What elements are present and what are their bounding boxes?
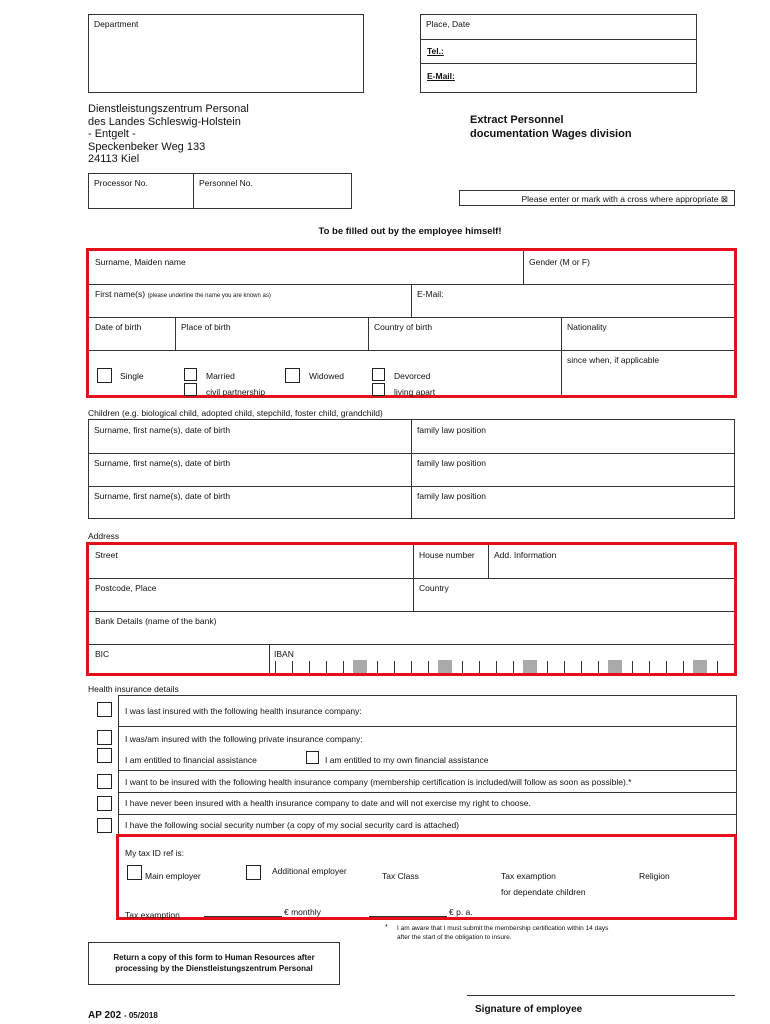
bank-label: Bank Details (name of the bank) (95, 616, 217, 626)
form-title-line: Extract Personnel (470, 114, 564, 126)
private-insured-label: I was/am insured with the following private insurance company: (125, 734, 363, 744)
first-names-label (95, 289, 271, 299)
return-note-box (88, 942, 340, 985)
address-line: des Landes Schleswig-Holstein (88, 115, 241, 128)
iban-tick (462, 661, 463, 673)
street-label: Street (95, 550, 118, 560)
personnel-no-label: Personnel No. (199, 178, 253, 188)
email-label: E-Mail: (417, 289, 444, 299)
iban-tick (564, 661, 565, 673)
never-insured-label: I have never been insured with a health insurance company to date and will not exercise my right to choose. (125, 798, 531, 808)
children-table (88, 419, 735, 519)
never-insured-checkbox[interactable] (97, 796, 112, 811)
own-assistance-label: I am entitled to my own financial assistance (325, 755, 489, 765)
living-apart-label: living apart (394, 387, 436, 397)
iban-input[interactable] (275, 658, 731, 673)
form-code (88, 1010, 158, 1021)
main-employer-checkbox[interactable] (127, 865, 142, 880)
processor-no-label: Processor No. (94, 178, 148, 188)
iban-separator (693, 660, 707, 673)
surname-label: Surname, Maiden name (95, 257, 186, 267)
iban-tick (632, 661, 633, 673)
personal-section (86, 248, 737, 398)
iban-tick (394, 661, 395, 673)
iban-separator (608, 660, 622, 673)
want-insured-checkbox[interactable] (97, 774, 112, 789)
child-position-label: family law position (417, 425, 486, 435)
bic-label: BIC (95, 649, 110, 659)
dob-label: Date of birth (95, 322, 142, 332)
iban-tick (666, 661, 667, 673)
tax-exemption-label: Tax examption (501, 871, 556, 881)
tax-id-label: My tax ID ref is: (125, 848, 185, 858)
footnote-line: after the start of the obligation to insure. (397, 934, 512, 941)
monthly-label: € monthly (284, 907, 321, 917)
for-children-label: for dependate children (501, 887, 586, 897)
iban-tick (479, 661, 480, 673)
form-title (470, 113, 632, 141)
last-insured-label: I was last insured with the following health insurance company: (125, 706, 362, 716)
iban-tick (428, 661, 429, 673)
children-heading: Children (e.g. biological child, adopted child, stepchild, foster child, grandchild) (88, 408, 383, 418)
place-date-box[interactable] (420, 14, 697, 93)
child-name-label: Surname, first name(s), date of birth (94, 425, 231, 435)
iban-separator (523, 660, 537, 673)
health-heading: Health insurance details (88, 684, 179, 694)
form-title-line: documentation Wages division (470, 128, 632, 140)
additional-employer-label: Additional employer (272, 866, 347, 876)
widowed-checkbox[interactable] (285, 368, 300, 383)
return-note-line: processing by the Dienstleistungszentrum Personal (115, 964, 313, 973)
footnote-text (397, 924, 608, 942)
tax-section (116, 834, 737, 920)
iban-tick (598, 661, 599, 673)
house-number-label: House number (419, 550, 475, 560)
monthly-amount-field[interactable] (204, 916, 282, 917)
iban-tick (496, 661, 497, 673)
iban-tick (292, 661, 293, 673)
iban-tick (717, 661, 718, 673)
email-label-header: E-Mail: (427, 71, 455, 81)
address-line: 24113 Kiel (88, 153, 140, 165)
iban-tick (411, 661, 412, 673)
add-info-label: Add. Information (494, 550, 557, 560)
iban-tick (649, 661, 650, 673)
civil-partnership-label: civil partnership (206, 387, 266, 397)
entitled-label: I am entitled to financial assistance (125, 755, 257, 765)
private-insured-checkbox[interactable] (97, 730, 112, 745)
entitled-checkbox[interactable] (97, 748, 112, 763)
child-name-label: Surname, first name(s), date of birth (94, 458, 231, 468)
first-names-text: First name(s) (95, 289, 146, 299)
iban-tick (547, 661, 548, 673)
annual-amount-field[interactable] (369, 916, 447, 917)
address-heading: Address (88, 531, 120, 541)
footnote-line: I am aware that I must submit the membership certification within 14 days (397, 925, 609, 932)
place-date-label: Place, Date (426, 19, 470, 29)
iban-label: IBAN (274, 649, 294, 659)
iban-tick (581, 661, 582, 673)
ssn-checkbox[interactable] (97, 818, 112, 833)
return-note-line: Return a copy of this form to Human Resources after (113, 953, 315, 962)
widowed-label: Widowed (309, 371, 344, 381)
address-line: Speckenbeker Weg 133 (88, 140, 206, 153)
last-insured-checkbox[interactable] (97, 702, 112, 717)
iban-tick (326, 661, 327, 673)
pa-label: € p. a. (449, 907, 473, 917)
single-label: Single (120, 371, 144, 381)
iban-tick (377, 661, 378, 673)
country-of-birth-label: Country of birth (374, 322, 433, 332)
first-names-note: (please underline the name you are known as) (147, 293, 271, 299)
child-position-label: family law position (417, 458, 486, 468)
iban-tick (309, 661, 310, 673)
want-insured-label: I want to be insured with the following health insurance company (membership certification is included/will follow as soon as possible).* (125, 777, 632, 787)
additional-employer-checkbox[interactable] (246, 865, 261, 880)
iban-tick (275, 661, 276, 673)
footnote-star: * (385, 924, 388, 931)
pob-label: Place of birth (181, 322, 231, 332)
department-label: Department (94, 19, 139, 29)
health-table (118, 695, 737, 835)
own-assistance-checkbox[interactable] (306, 751, 319, 764)
processor-box[interactable] (88, 173, 352, 209)
cross-note-box (459, 190, 735, 206)
cross-note: Please enter or mark with a cross where appropriate ⊠ (521, 194, 728, 204)
divorced-label: Devorced (394, 371, 431, 381)
divorced-checkbox[interactable] (372, 368, 385, 381)
country-label: Country (419, 583, 449, 593)
recipient-address (88, 103, 249, 166)
address-line: Dienstleistungszentrum Personal (88, 103, 249, 115)
nationality-label: Nationality (567, 322, 607, 332)
tax-exemption-bottom-label: Tax examption (125, 910, 180, 920)
living-apart-checkbox[interactable] (372, 383, 385, 396)
address-section (86, 542, 737, 676)
religion-label: Religion (639, 871, 670, 881)
instructions: To be filled out by the employee himself! (318, 226, 502, 237)
since-when-label: since when, if applicable (567, 355, 660, 365)
married-checkbox[interactable] (184, 368, 197, 381)
iban-tick (513, 661, 514, 673)
child-name-label: Surname, first name(s), date of birth (94, 491, 231, 501)
address-line: - Entgelt - (88, 128, 136, 140)
form-code-text: AP 202 (88, 1010, 122, 1021)
child-position-label: family law position (417, 491, 486, 501)
gender-label: Gender (M or F) (529, 257, 590, 267)
department-box[interactable] (88, 14, 364, 93)
tax-class-label: Tax Class (382, 871, 419, 881)
form-code-date: - 05/2018 (123, 1011, 158, 1020)
iban-tick (343, 661, 344, 673)
iban-tick (683, 661, 684, 673)
married-label: Married (206, 371, 235, 381)
ssn-label: I have the following social security number (a copy of my social security card is attached) (125, 820, 460, 830)
signature-label: Signature of employee (475, 1004, 583, 1015)
postcode-label: Postcode, Place (95, 583, 157, 593)
signature-line[interactable] (467, 995, 735, 996)
single-checkbox[interactable] (97, 368, 112, 383)
tel-label: Tel.: (427, 46, 444, 56)
iban-separator (438, 660, 452, 673)
main-employer-label: Main employer (145, 871, 201, 881)
civil-partnership-checkbox[interactable] (184, 383, 197, 396)
iban-separator (353, 660, 367, 673)
